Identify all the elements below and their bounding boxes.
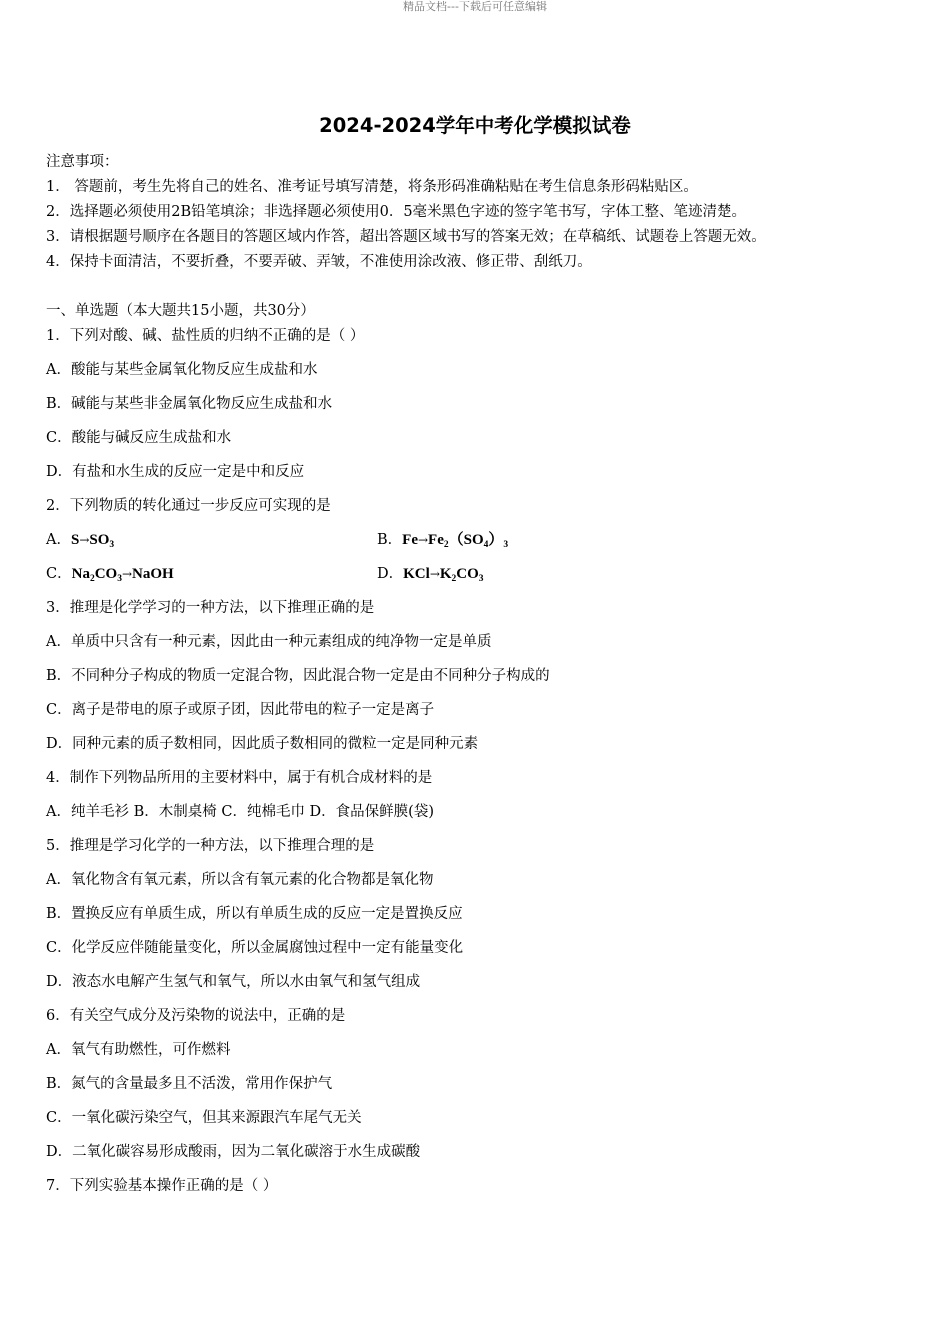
formula-from: $Na_2CO_3$ — [71, 566, 122, 584]
question-5-option-b: B．置换反应有单质生成，所以有单质生成的反应一定是置换反应 — [46, 906, 463, 922]
option-label: D． — [377, 566, 404, 582]
question-2-option-d — [377, 564, 484, 584]
question-3-option-d: D．同种元素的质子数相同，因此质子数相同的微粒一定是同种元素 — [46, 736, 479, 752]
question-1-option-c: C．酸能与碱反应生成盐和水 — [46, 430, 232, 446]
note-item-3: 3．请根据题号顺序在各题目的答题区域内作答，超出答题区域书写的答案无效；在草稿纸、试题卷上答题无效。 — [46, 229, 766, 245]
option-label: A． — [46, 532, 71, 548]
question-4-stem: 4．制作下列物品所用的主要材料中，属于有机合成材料的是 — [46, 770, 433, 786]
formula-from: S — [70, 532, 80, 548]
note-item-4: 4．保持卡面清洁，不要折叠，不要弄破、弄皱，不准使用涂改液、修正带、刮纸刀。 — [46, 254, 592, 270]
question-7-stem: 7．下列实验基本操作正确的是（ ） — [46, 1178, 278, 1194]
arrow-icon: → — [417, 533, 429, 547]
question-3-option-c: C．离子是带电的原子或原子团，因此带电的粒子一定是离子 — [46, 702, 435, 718]
question-5-option-a: A．氧化物含有氧元素，所以含有氧元素的化合物都是氧化物 — [46, 872, 434, 888]
section-heading: 一、单选题（本大题共15小题，共30分） — [46, 303, 315, 319]
option-label: C． — [46, 566, 72, 582]
formula-to: NaOH — [132, 566, 174, 582]
notes-heading: 注意事项： — [46, 154, 119, 170]
arrow-icon: → — [121, 567, 133, 581]
question-6-option-d: D．二氧化碳容易形成酸雨，因为二氧化碳溶于水生成碳酸 — [46, 1144, 421, 1160]
arrow-icon: → — [79, 533, 90, 547]
question-3-stem: 3．推理是化学学习的一种方法，以下推理正确的是 — [46, 600, 375, 616]
question-2-stem: 2．下列物质的转化通过一步反应可实现的是 — [46, 498, 331, 514]
question-1-option-d: D．有盐和水生成的反应一定是中和反应 — [46, 464, 305, 480]
arrow-icon: → — [429, 567, 440, 581]
question-3-option-b: B．不同种分子构成的物质一定混合物，因此混合物一定是由不同种分子构成的 — [46, 668, 550, 684]
watermark-header: 精品文档---下载后可任意编辑 — [403, 0, 547, 13]
question-4-options: A．纯羊毛衫 B．木制桌椅 C．纯棉毛巾 D．食品保鲜膜(袋) — [46, 804, 434, 820]
question-1-option-a: A．酸能与某些金属氧化物反应生成盐和水 — [46, 362, 318, 378]
question-6-stem: 6．有关空气成分及污染物的说法中，正确的是 — [46, 1008, 346, 1024]
question-6-option-c: C．一氧化碳污染空气，但其来源跟汽车尾气无关 — [46, 1110, 362, 1126]
question-3-option-a: A．单质中只含有一种元素，因此由一种元素组成的纯净物一定是单质 — [46, 634, 492, 650]
question-2-option-a — [46, 530, 114, 550]
question-5-stem: 5．推理是学习化学的一种方法，以下推理合理的是 — [46, 838, 375, 854]
question-6-option-a: A．氧气有助燃性，可作燃料 — [46, 1042, 231, 1058]
page-title: 2024-2024学年中考化学模拟试卷 — [319, 114, 631, 137]
note-item-1: 1． 答题前，考生先将自己的姓名、准考证号填写清楚，将条形码准确粘贴在考生信息条形码粘贴区。 — [46, 179, 698, 195]
option-label: B． — [377, 532, 403, 548]
note-item-2: 2．选择题必须使用2B铅笔填涂；非选择题必须使用0．5毫米黑色字迹的签字笔书写，字体工整、笔迹清楚。 — [46, 204, 747, 220]
question-5-option-d: D．液态水电解产生氢气和氧气，所以水由氧气和氢气组成 — [46, 974, 421, 990]
question-6-option-b: B．氮气的含量最多且不活泼，常用作保护气 — [46, 1076, 333, 1092]
question-5-option-c: C．化学反应伴随能量变化，所以金属腐蚀过程中一定有能量变化 — [46, 940, 464, 956]
formula-from: KCl — [403, 566, 430, 582]
question-1-option-b: B．碱能与某些非金属氧化物反应生成盐和水 — [46, 396, 333, 412]
formula-to: $K_2CO_3$ — [439, 566, 484, 584]
formula-to: $SO_3$ — [89, 532, 115, 550]
question-2-option-c — [46, 564, 174, 584]
question-2-option-b — [377, 530, 508, 550]
formula-to: $Fe_2(SO_4)_3$ — [428, 532, 509, 550]
question-1-stem: 1．下列对酸、碱、盐性质的归纳不正确的是（ ） — [46, 328, 365, 344]
formula-from: Fe — [402, 532, 418, 548]
